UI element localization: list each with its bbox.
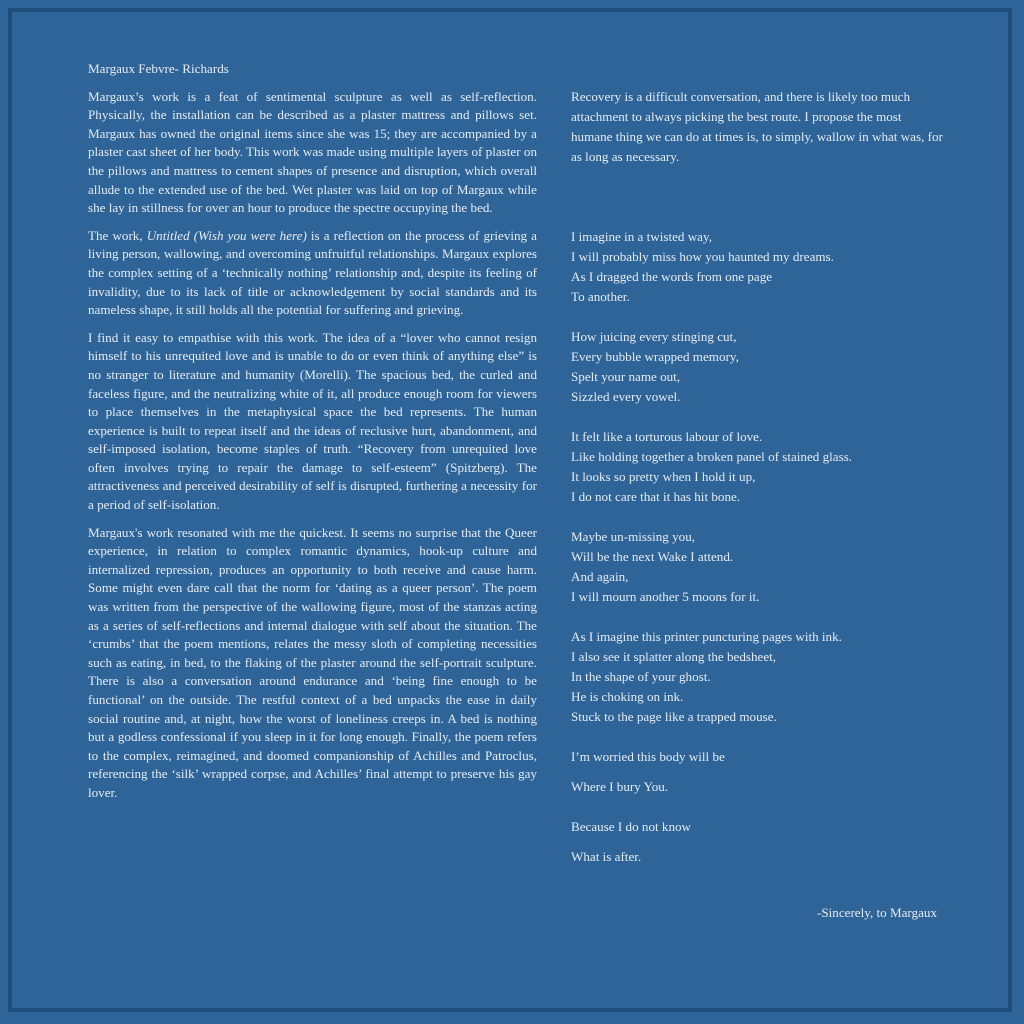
poem-intro: Recovery is a difficult conversation, and there is likely too much attachment to always picking the best route. I propose the most humane thing we can do at times is, to simply, wallow in what was, for as long as necessary. [571, 89, 943, 164]
poem-stanza-1 [571, 227, 943, 307]
poem-line: I also see it splatter along the bedsheet, [571, 649, 777, 664]
essay-paragraph-1: Margaux’s work is a feat of sentimental sculpture as well as self-reflection. Physically, the installation can be described as a plaster mattress and pillows set. Margaux has owned the original items since she was 15; they are accompanied by a plaster cast sheet of her body. This work was made using multiple layers of plaster on the pillows and mattress to cement shapes of presence and disruption, which overall allude to the extended use of the bed. Wet plaster was laid on top of Margaux while she lay in stillness for over an hour to produce the spectre occupying the bed. [88, 88, 537, 216]
essay-column [88, 60, 537, 812]
poem-stanza-4 [571, 527, 943, 607]
poem-stanza-7 [571, 817, 943, 867]
poem-line: He is choking on ink. [571, 689, 684, 704]
poem-line: As I dragged the words from one page [571, 269, 773, 284]
poem-line: As I imagine this printer puncturing pages with ink. [571, 629, 842, 644]
essay-paragraph-3: I find it easy to empathise with this work. The idea of a “lover who cannot resign himself to his unrequited love and is unable to do or even think of anything else” is no stranger to literature and humanity (Morelli). The spacious bed, the curled and faceless figure, and the neutralizing white of it, all produce enough room for viewers to place themselves in the metaphysical space the bed represents. The human experience is built to repeat itself and the ideas of reclusive hurt, abandonment, and self-imposed isolation, become staples of truth. “Recovery from unrequited love often involves trying to repair the damage to self-esteem” (Spitzberg). The attractiveness and perceived desirability of self is disrupted, furthering a necessity for a period of self-isolation. [88, 329, 537, 513]
artwork-title: Untitled (Wish you were here) [146, 227, 307, 243]
poem-line: It looks so pretty when I hold it up, [571, 469, 756, 484]
poem-stanza-6 [571, 747, 943, 797]
poem-line: Stuck to the page like a trapped mouse. [571, 709, 777, 724]
poem-line: Sizzled every vowel. [571, 389, 681, 404]
signoff: -Sincerely, to Margaux [817, 905, 937, 920]
poem-line: I’m worried this body will be [571, 749, 725, 764]
poem-stanza-2 [571, 327, 943, 407]
poem-line: Like holding together a broken panel of stained glass. [571, 449, 853, 464]
poem-stanza-5 [571, 627, 943, 727]
essay-paragraph-4: Margaux's work resonated with me the quickest. It seems no surprise that the Queer experience, in relation to complex romantic dynamics, hook-up culture and internalized repression, produces an opportunity to both receive and cause harm. Some might even dare call that the norm for ‘dating as a queer person’. The poem was written from the perspective of the wallowing figure, most of the stanzas acting as a series of self-reflections and internal dialogue with self about the situation. The ‘crumbs’ that the poem mentions, relates the messy sloth of completing necessities such as eating, in bed, to the flaking of the plaster around the self-portrait sculpture. There is also a conversation around endurance and ‘being fine enough to be functional’ on the outside. The restful context of a bed unpacks the ease in daily social routine and, at night, how the worst of loneliness creeps in. A bed is nothing but a godless confessional if you sleep in it for long enough. Finally, the poem refers to the complex, reimagined, and doomed companionship of Achilles and Patroclus, referencing the ‘silk’ wrapped corpse, and Achilles’ final attempt to preserve his gay lover. [88, 524, 537, 800]
poem-line: How juicing every stinging cut, [571, 329, 737, 344]
poem-line: Will be the next Wake I attend. [571, 549, 734, 564]
poem-line: It felt like a torturous labour of love. [571, 429, 763, 444]
poem-line: Spelt your name out, [571, 369, 681, 384]
poem-line: I will mourn another 5 moons for it. [571, 589, 760, 604]
poem-line: And again, [571, 569, 629, 584]
poem-line: In the shape of your ghost. [571, 669, 711, 684]
poem-line: I will probably miss how you haunted my dreams. [571, 249, 834, 264]
poem-column [571, 87, 943, 867]
poem-line: To another. [571, 289, 630, 304]
poem-line: Every bubble wrapped memory, [571, 349, 739, 364]
essay-paragraph-2-rest: is a reflection on the process of grieving a living person, wallowing, and overcoming unfruitful relationships. Margaux explores the complex setting of a ‘technically nothing’ relationship and, despite its feeling of invalidity, due to its lack of title or acknowledgement by social standards and its nameless shape, it still holds all the potential for suffering and grieving. [88, 227, 537, 318]
essay-paragraph-2-start: The work, [88, 227, 147, 243]
author-name: Margaux Febvre- Richards [88, 61, 229, 76]
poem-line: Maybe un-missing you, [571, 529, 696, 544]
poem-stanza-3 [571, 427, 943, 507]
poem-line: I do not care that it has hit bone. [571, 489, 741, 504]
poem-line: Because I do not know [571, 819, 691, 834]
poem-line: Where I bury You. [571, 779, 669, 794]
essay-paragraph-2 [88, 227, 537, 320]
poem-line: What is after. [571, 849, 642, 864]
poem-line: I imagine in a twisted way, [571, 229, 712, 244]
